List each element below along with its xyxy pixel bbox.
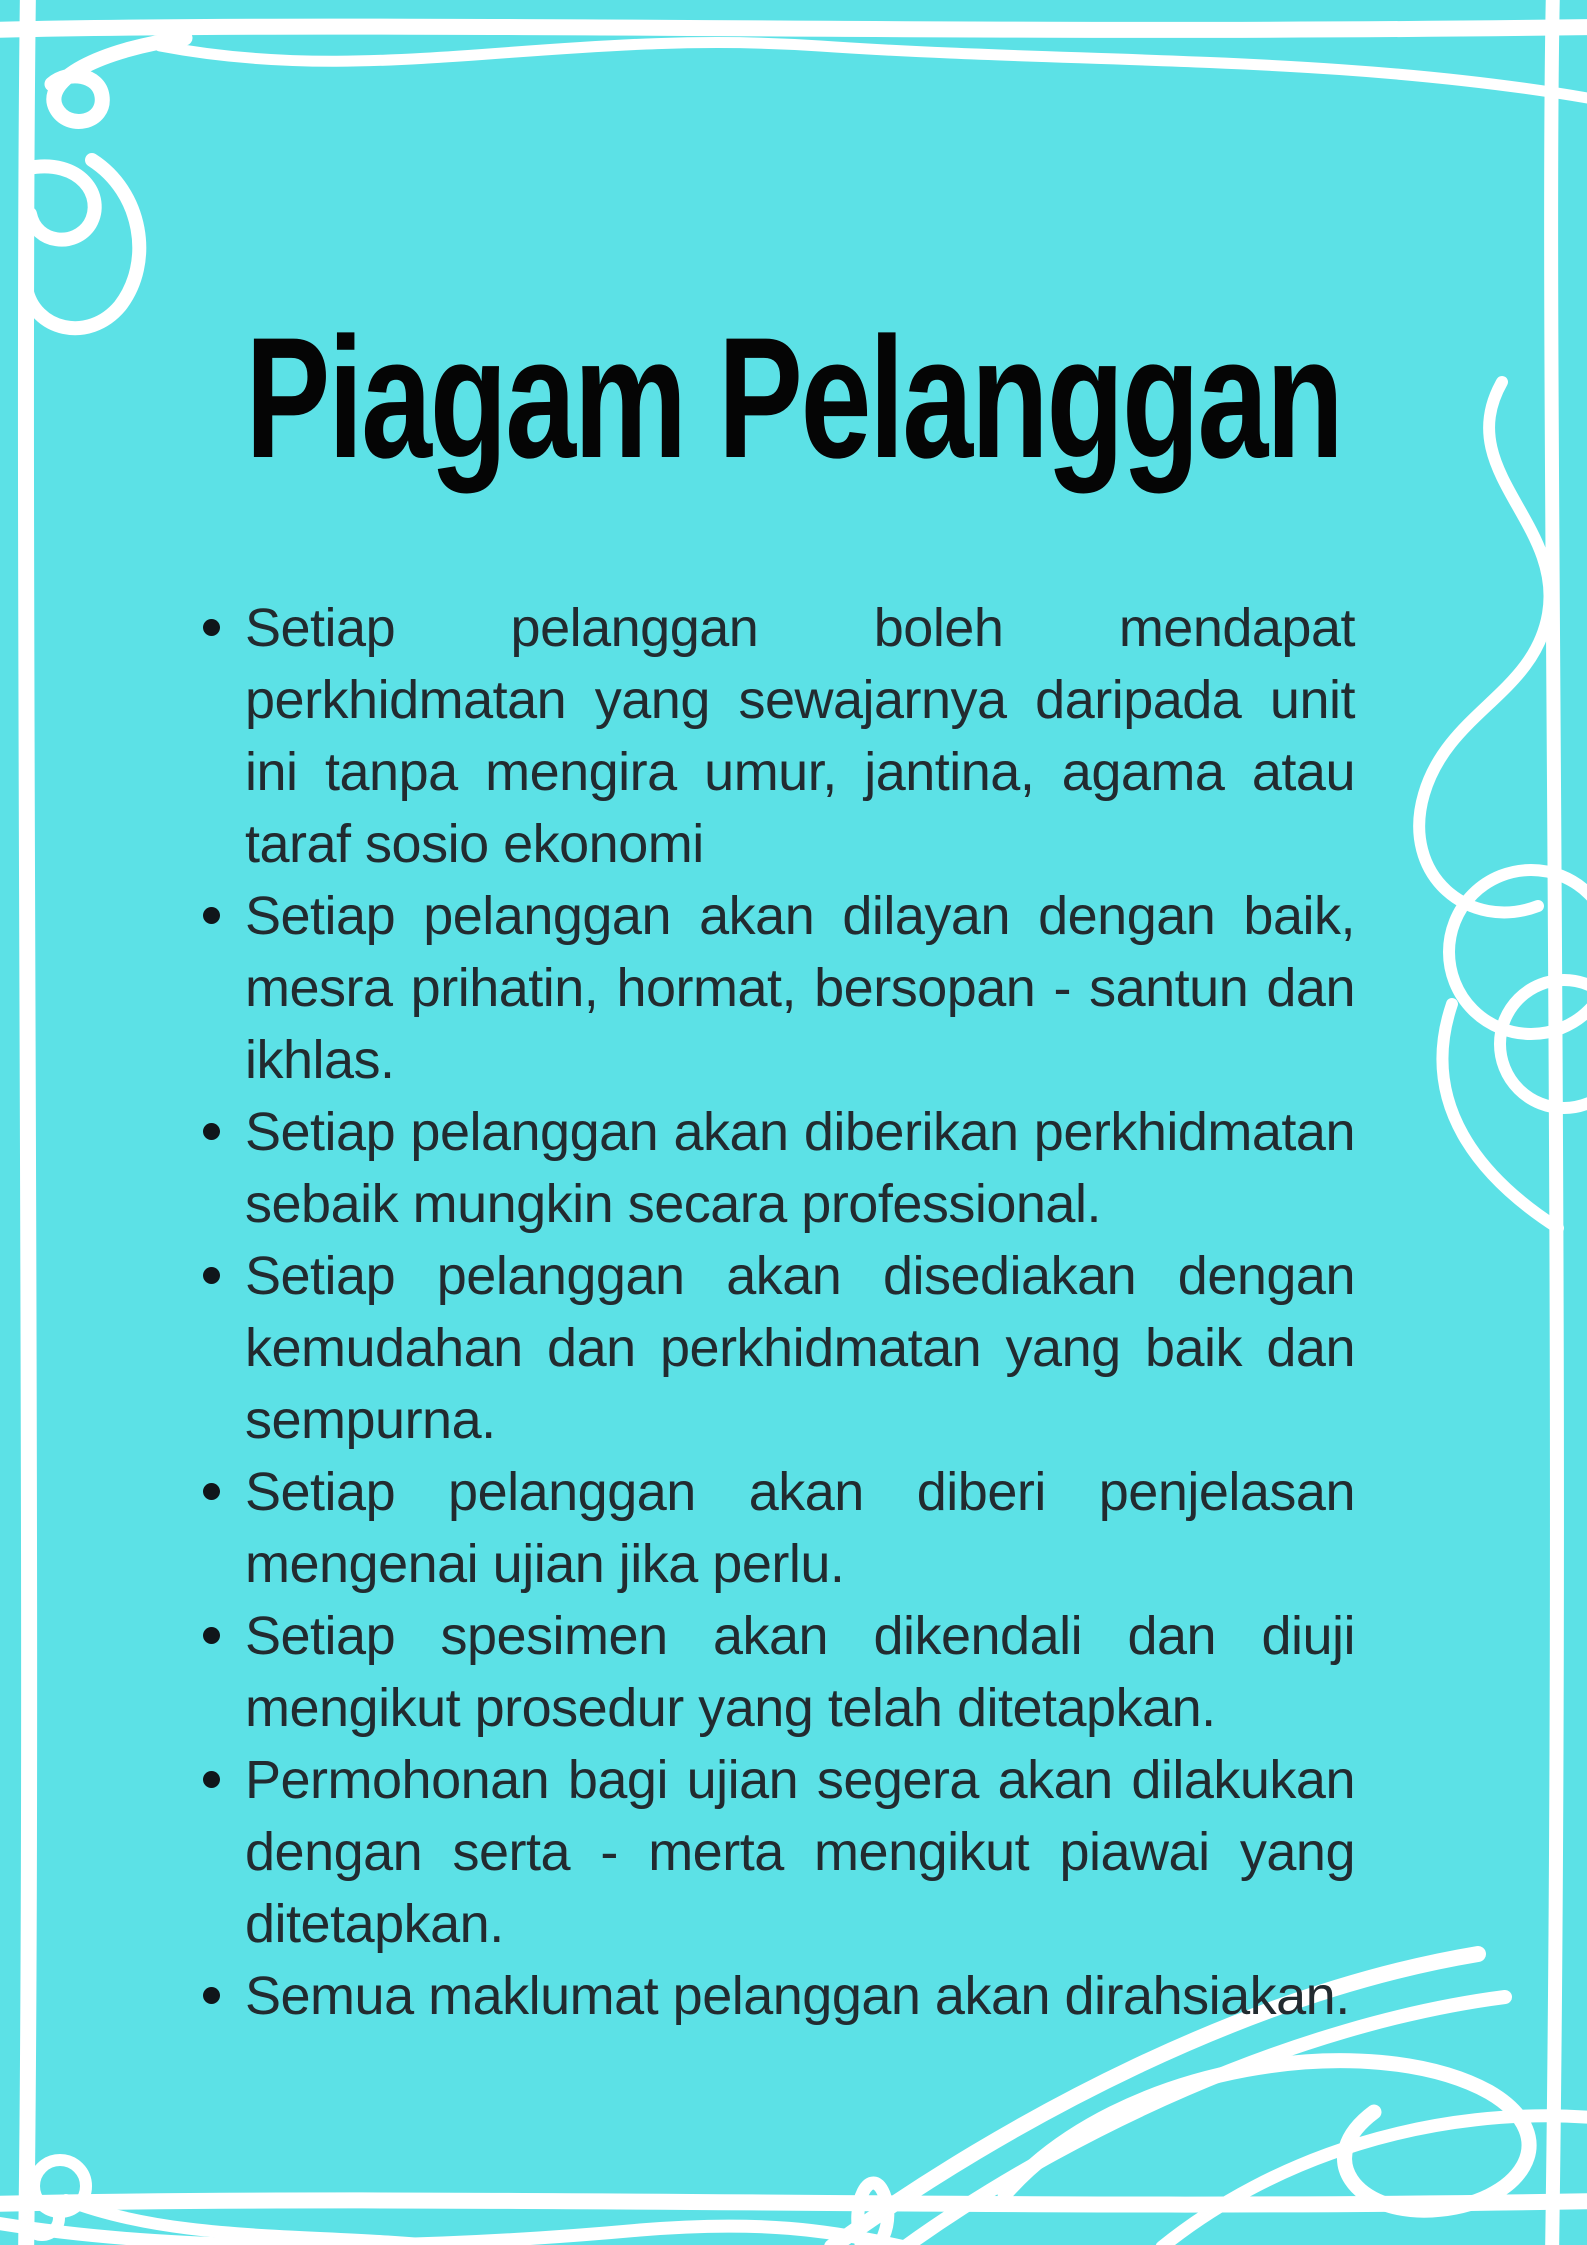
list-item-text: Setiap pelanggan boleh mendapat perkhidmatan yang sewajarnya daripada unit ini tanpa mengira umur, jantina, agama atau taraf sosio ekonomi [245, 598, 1355, 874]
frame-line-right [1551, 0, 1557, 2245]
bottom-left-tail [66, 2200, 452, 2245]
list-item [187, 1096, 1355, 1240]
list-item [187, 1456, 1355, 1600]
list-item-text: Setiap pelanggan akan diberi penjelasan mengenai ujian jika perlu. [245, 1462, 1355, 1594]
bottom-left-knot-loop [34, 2160, 86, 2212]
frame-line-bottom [0, 2200, 1587, 2204]
bottom-right-arc-parallel [905, 1997, 1505, 2245]
list-item [187, 1744, 1355, 1960]
list-item-text: Setiap pelanggan akan diberikan perkhidmatan sebaik mungkin secara professional. [245, 1102, 1355, 1234]
right-flourish-circle-large [1449, 870, 1587, 1034]
list-item [187, 880, 1355, 1096]
charter-list [187, 592, 1355, 2032]
bottom-right-inner-arc [1162, 2116, 1587, 2245]
list-item-text: Setiap spesimen akan dikendali dan diuji mengikut prosedur yang telah ditetapkan. [245, 1606, 1355, 1738]
frame-line-top [0, 27, 1587, 30]
list-item [187, 1600, 1355, 1744]
top-left-swirl-loop [26, 160, 139, 328]
top-accent-curve [160, 43, 1587, 100]
list-item-text: Semua maklumat pelanggan akan dirahsiakan. [245, 1966, 1350, 2026]
bottom-left-knot-curl [25, 2201, 59, 2235]
bottom-right-hook [858, 2183, 888, 2245]
list-item [187, 1240, 1355, 1456]
top-left-swirl-hook [52, 38, 185, 121]
right-flourish-scurve [1419, 382, 1549, 912]
bottom-wave [0, 2222, 905, 2245]
bottom-right-loop [1005, 2061, 1529, 2211]
top-left-swirl-curl [28, 166, 95, 239]
right-flourish-tail [1442, 1004, 1558, 1228]
right-flourish-circle-small [1500, 980, 1587, 1108]
list-item-text: Permohonan bagi ujian segera akan dilakukan dengan serta - merta mengikut piawai yang ditetapkan. [245, 1750, 1355, 1954]
page-title: Piagam Pelanggan [245, 302, 1342, 494]
list-item [187, 592, 1355, 880]
list-item-text: Setiap pelanggan akan dilayan dengan baik, mesra prihatin, hormat, bersopan - santun dan ikhlas. [245, 886, 1355, 1090]
list-item [187, 1960, 1355, 2032]
frame-line-left [26, 0, 29, 2245]
list-item-text: Setiap pelanggan akan disediakan dengan kemudahan dan perkhidmatan yang baik dan sempurna. [245, 1246, 1355, 1450]
